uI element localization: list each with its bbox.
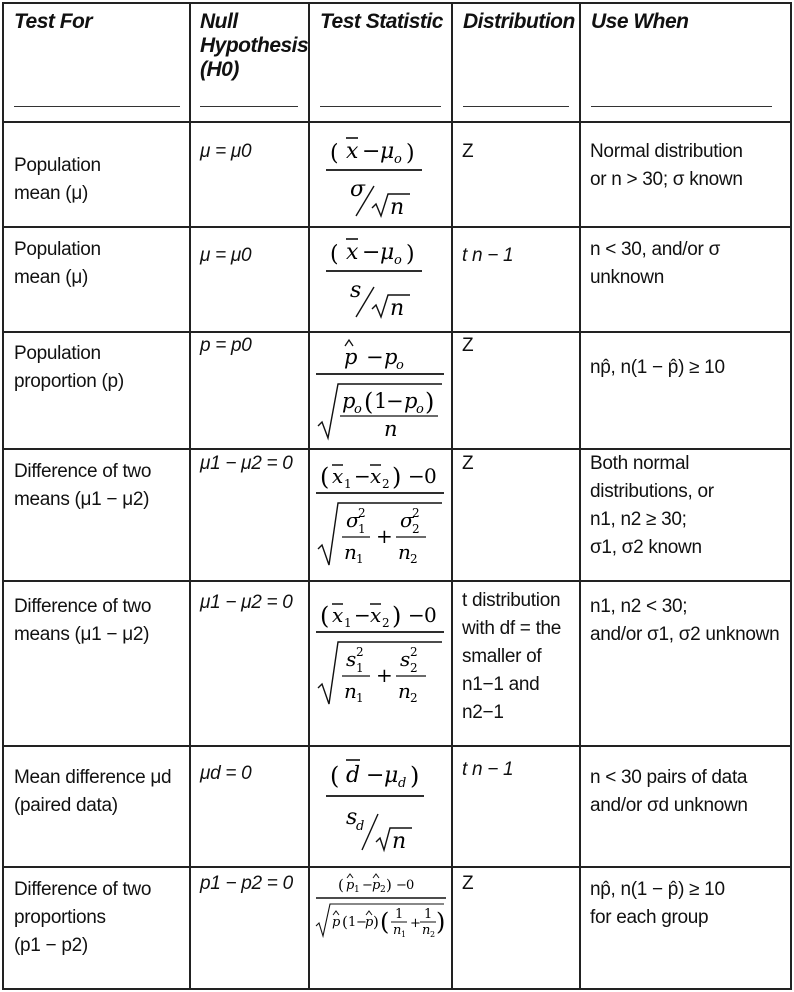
cell-use-when <box>590 354 725 382</box>
svg-text:p: p <box>332 915 341 930</box>
table-border-bottom <box>2 988 791 990</box>
svg-text:−: − <box>362 139 381 164</box>
test_for-line: means (μ1 − μ2) <box>14 489 150 510</box>
test_for-line: mean (μ) <box>14 267 89 288</box>
cell-distribution: Z <box>462 141 474 162</box>
formula-row-5 <box>312 590 450 716</box>
test_for-line: (paired data) <box>14 795 118 816</box>
svg-text:(: ( <box>380 908 390 936</box>
column-divider <box>579 2 581 990</box>
cell-test-for <box>14 764 171 820</box>
row-divider <box>2 121 791 123</box>
svg-text:d: d <box>356 819 365 834</box>
cell-distribution: Z <box>462 335 474 356</box>
svg-text:o: o <box>396 358 404 373</box>
svg-text:x: x <box>370 603 382 627</box>
cell-test-for <box>14 876 151 960</box>
cell-null-hypothesis: μ = μ0 <box>200 141 252 162</box>
svg-text:σ: σ <box>346 508 360 532</box>
cell-use-when <box>590 236 720 292</box>
header-test-for: Test For <box>14 10 93 33</box>
svg-text:n: n <box>398 679 411 703</box>
row-divider <box>2 745 791 747</box>
test_for-line: proportion (p) <box>14 371 124 392</box>
test_for-line: proportions <box>14 907 106 928</box>
svg-text:1: 1 <box>358 522 366 536</box>
svg-text:d: d <box>398 776 407 791</box>
svg-text:1: 1 <box>374 389 388 413</box>
test_for-line: Population <box>14 343 101 364</box>
svg-text:): ) <box>373 913 379 931</box>
svg-text:−: − <box>356 915 367 930</box>
formula-row-1 <box>318 124 448 222</box>
svg-text:n: n <box>390 195 405 220</box>
cell-null-hypothesis: μ = μ0 <box>200 245 252 266</box>
svg-text:): ) <box>436 908 446 936</box>
svg-text:2: 2 <box>356 645 364 659</box>
svg-text:): ) <box>386 876 392 894</box>
use_when-line: n1, n2 < 30; <box>590 596 688 617</box>
formula-row-6 <box>318 750 448 860</box>
use_when-line: n < 30, and/or σ <box>590 239 720 260</box>
table-border-left <box>2 2 4 990</box>
svg-text:2: 2 <box>412 506 420 520</box>
svg-text:2: 2 <box>380 885 386 895</box>
use_when-line: distributions, or <box>590 481 714 502</box>
header-underline <box>320 106 441 107</box>
svg-text:o: o <box>416 402 424 417</box>
use_when-line: n1, n2 ≥ 30; <box>590 509 687 530</box>
use_when-line: and/or σd unknown <box>590 795 748 816</box>
svg-text:n: n <box>392 829 407 854</box>
cell-distribution: t n − 1 <box>462 245 514 266</box>
test_for-line: Mean difference μd <box>14 767 172 788</box>
svg-text:o: o <box>394 253 402 268</box>
svg-text:+: + <box>376 524 393 548</box>
svg-text:0: 0 <box>424 464 437 488</box>
test_for-line: Population <box>14 155 101 176</box>
svg-text:1: 1 <box>344 616 352 630</box>
svg-text:n: n <box>390 296 405 321</box>
header-underline <box>463 106 569 107</box>
use_when-line: Both normal <box>590 453 690 474</box>
use_when-line: for each group <box>590 907 709 928</box>
svg-text:): ) <box>392 463 402 491</box>
test_for-line: Population <box>14 239 101 260</box>
header-use-when: Use When <box>591 10 689 33</box>
svg-text:p: p <box>346 878 355 893</box>
svg-text:1: 1 <box>395 907 404 922</box>
svg-text:p: p <box>365 915 374 930</box>
table-border-top <box>2 2 791 4</box>
svg-text:−: − <box>386 389 404 413</box>
svg-text:σ: σ <box>400 508 414 532</box>
column-divider <box>451 2 453 990</box>
svg-text:μ: μ <box>380 240 395 265</box>
svg-text:2: 2 <box>358 506 366 520</box>
svg-text:2: 2 <box>382 616 390 630</box>
svg-text:s: s <box>346 647 357 671</box>
header-distribution: Distribution <box>463 10 575 33</box>
svg-text:x: x <box>346 139 359 164</box>
formula-row-3 <box>312 334 450 446</box>
svg-text:n: n <box>344 540 357 564</box>
svg-text:1: 1 <box>356 691 364 705</box>
header-null-hypothesis-text: Null Hypothesis (H0) <box>200 10 309 81</box>
distribution-line: n2−1 <box>462 702 504 723</box>
header-underline <box>14 106 180 107</box>
use_when-line: unknown <box>590 267 664 288</box>
cell-null-hypothesis: p = p0 <box>200 335 252 356</box>
svg-text:μ: μ <box>384 763 399 788</box>
cell-test-for <box>14 236 101 292</box>
svg-text:−: − <box>408 464 425 488</box>
cell-use-when <box>590 593 779 649</box>
cell-test-for <box>14 152 101 208</box>
svg-text:p: p <box>384 345 398 369</box>
svg-text:−: − <box>354 603 371 627</box>
svg-text:o: o <box>354 402 362 417</box>
distribution-line: with df = the <box>462 618 562 639</box>
svg-text:n: n <box>422 923 431 938</box>
svg-text:−: − <box>366 345 384 369</box>
use_when-line: or n > 30; σ known <box>590 169 743 190</box>
svg-text:μ: μ <box>380 139 395 164</box>
row-divider <box>2 331 791 333</box>
svg-text:+: + <box>410 916 421 931</box>
svg-text:o: o <box>394 152 402 167</box>
formula-row-7 <box>312 870 450 950</box>
cell-distribution: Z <box>462 873 474 894</box>
svg-text:1: 1 <box>356 552 364 566</box>
cell-distribution: Z <box>462 453 474 474</box>
svg-text:n: n <box>344 679 357 703</box>
svg-text:2: 2 <box>412 522 420 536</box>
cell-use-when <box>590 764 748 820</box>
svg-text:x: x <box>332 464 344 488</box>
svg-text:2: 2 <box>430 930 436 939</box>
svg-text:1: 1 <box>424 907 433 922</box>
use_when-line: and/or σ1, σ2 unknown <box>590 624 780 645</box>
svg-text:−: − <box>362 878 373 893</box>
svg-text:(: ( <box>338 876 344 894</box>
svg-text:0: 0 <box>406 878 415 893</box>
column-divider <box>189 2 191 990</box>
use_when-line: Normal distribution <box>590 141 743 162</box>
use_when-line: σ1, σ2 known <box>590 537 702 558</box>
svg-text:(: ( <box>330 141 339 166</box>
table-border-right <box>790 2 792 990</box>
header-underline <box>200 106 298 107</box>
test_for-line: Difference of two <box>14 461 152 482</box>
svg-text:1: 1 <box>348 915 357 930</box>
cell-null-hypothesis: μ1 − μ2 = 0 <box>200 592 293 613</box>
formula-row-4 <box>312 451 450 577</box>
cell-test-for <box>14 593 151 649</box>
svg-text:−: − <box>396 878 407 893</box>
svg-text:s: s <box>350 278 362 303</box>
distribution-line: t distribution <box>462 590 561 611</box>
svg-text:2: 2 <box>410 552 418 566</box>
svg-text:x: x <box>332 603 344 627</box>
svg-text:): ) <box>392 602 402 630</box>
svg-text:(: ( <box>364 388 374 416</box>
svg-text:1: 1 <box>344 477 352 491</box>
cell-null-hypothesis: μd = 0 <box>200 763 252 784</box>
test_for-line: Difference of two <box>14 596 152 617</box>
distribution-line: smaller of <box>462 646 542 667</box>
svg-text:1: 1 <box>401 930 407 939</box>
svg-text:2: 2 <box>410 691 418 705</box>
svg-text:−: − <box>408 603 425 627</box>
header-test-statistic: Test Statistic <box>320 10 443 33</box>
svg-text:1: 1 <box>356 661 364 675</box>
cell-use-when <box>590 450 714 562</box>
svg-text:2: 2 <box>410 645 418 659</box>
cell-distribution <box>462 587 561 727</box>
svg-text:σ: σ <box>350 177 366 202</box>
header-underline <box>591 106 772 107</box>
formula-row-2 <box>318 229 448 327</box>
row-divider <box>2 580 791 582</box>
svg-text:): ) <box>425 388 435 416</box>
svg-text:): ) <box>406 141 415 166</box>
svg-text:−: − <box>366 763 385 788</box>
svg-text:x: x <box>346 240 359 265</box>
svg-text:(: ( <box>342 913 348 931</box>
svg-text:2: 2 <box>382 477 390 491</box>
cell-use-when <box>590 876 725 932</box>
svg-text:): ) <box>406 242 415 267</box>
svg-text:s: s <box>400 647 411 671</box>
distribution-line: n1−1 and <box>462 674 540 695</box>
test_for-line: (p1 − p2) <box>14 935 88 956</box>
svg-text:2: 2 <box>410 661 418 675</box>
svg-text:d: d <box>346 763 361 788</box>
test_for-line: Difference of two <box>14 879 152 900</box>
svg-text:(: ( <box>330 762 340 790</box>
svg-text:(: ( <box>320 602 330 630</box>
test_for-line: means (μ1 − μ2) <box>14 624 150 645</box>
row-divider <box>2 866 791 868</box>
column-divider <box>308 2 310 990</box>
svg-text:p: p <box>342 389 356 413</box>
svg-text:(: ( <box>330 242 339 267</box>
svg-text:+: + <box>376 663 393 687</box>
svg-text:0: 0 <box>424 603 437 627</box>
svg-text:−: − <box>362 240 381 265</box>
use_when-line: np̂, n(1 − p̂) ≥ 10 <box>590 357 725 378</box>
cell-null-hypothesis: μ1 − μ2 = 0 <box>200 453 293 474</box>
use_when-line: np̂, n(1 − p̂) ≥ 10 <box>590 879 725 900</box>
svg-text:−: − <box>354 464 371 488</box>
test_for-line: mean (μ) <box>14 183 89 204</box>
svg-text:n: n <box>384 417 398 441</box>
svg-text:x: x <box>370 464 382 488</box>
header-null-hypothesis <box>200 10 309 82</box>
cell-use-when <box>590 138 743 194</box>
svg-text:p: p <box>344 345 358 369</box>
svg-text:n: n <box>393 923 402 938</box>
row-divider <box>2 226 791 228</box>
cell-test-for <box>14 458 151 514</box>
svg-text:1: 1 <box>354 885 360 895</box>
svg-text:s: s <box>346 805 358 830</box>
svg-text:(: ( <box>320 463 330 491</box>
svg-text:p: p <box>404 389 418 413</box>
cell-null-hypothesis: p1 − p2 = 0 <box>200 873 293 894</box>
svg-text:p: p <box>372 878 381 893</box>
use_when-line: n < 30 pairs of data <box>590 767 748 788</box>
svg-text:n: n <box>398 540 411 564</box>
cell-test-for <box>14 340 124 396</box>
cell-distribution: t n − 1 <box>462 759 514 780</box>
svg-text:): ) <box>410 762 420 790</box>
